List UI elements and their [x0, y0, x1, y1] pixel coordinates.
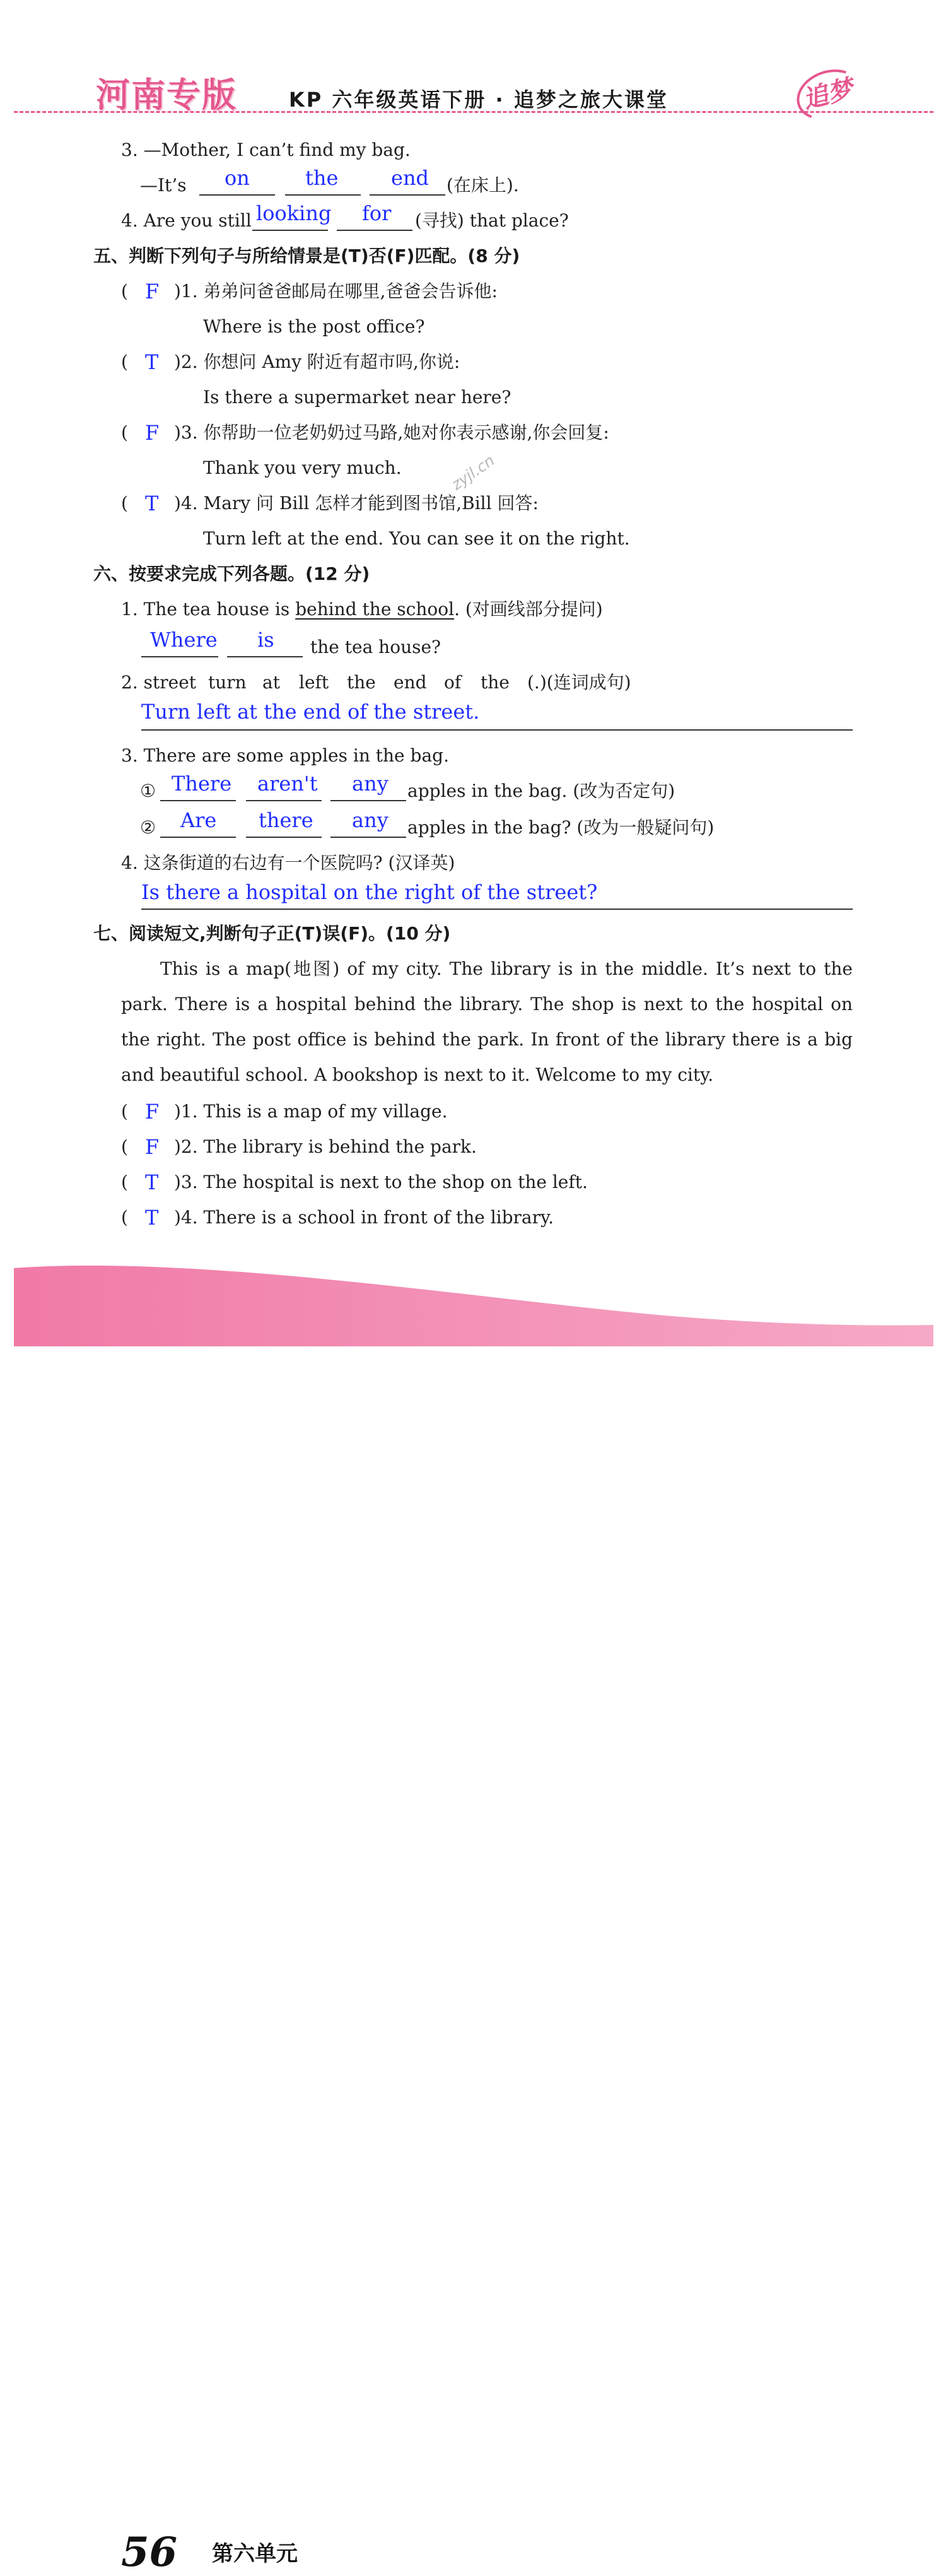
s5-prompt-2: )2. 你想问 Amy 附近有超市吗,你说:	[174, 351, 460, 372]
s6-q2-answer: Turn left at the end of the street.	[141, 700, 480, 724]
s6-q3-line: 3. There are some apples in the bag.	[121, 745, 449, 766]
s5-sentence-3: Thank you very much.	[203, 457, 402, 478]
s5-paren-open: (	[121, 351, 128, 372]
s6-q2-word: the	[481, 672, 510, 693]
logo: 追梦	[800, 74, 856, 115]
blank-line	[252, 230, 328, 231]
answer-line	[141, 729, 853, 731]
s6-q3b-answer-3: any	[352, 808, 388, 832]
s6-q2-word: the	[347, 672, 376, 693]
s7-answer-1: F	[145, 1100, 160, 1124]
s6-q4-line: 4. 这条街道的右边有一个医院吗? (汉译英)	[121, 852, 455, 873]
page-footer	[0, 1256, 946, 2576]
s7-paren-open: (	[121, 1207, 128, 1228]
section5-title: 五、判断下列句子与所给情景是(T)否(F)匹配。(8 分)	[93, 245, 520, 266]
s7-answer-3: T	[145, 1170, 159, 1194]
s7-paren-open: (	[121, 1101, 128, 1122]
s7-passage: This is a map(地图) of my city. The library is in the middle. It’s next to the park. There is a hospital behind the library. The shop is next to the hospital on the right. The post office is behind the park. In front of the library there is a big and beautiful school. A bookshop is next to it. Welcome to my city.	[121, 958, 853, 1085]
s6-q1-answer-2: is	[257, 628, 274, 652]
s6-q1-underlined: behind the school	[295, 599, 455, 620]
s5-answer-4: T	[145, 491, 159, 515]
blank-line	[246, 800, 322, 801]
section6-title: 六、按要求完成下列各题。(12 分)	[93, 563, 370, 584]
s5-paren-open: (	[121, 281, 128, 302]
s5-answer-3: F	[145, 421, 160, 445]
s6-q3b-answer-2: there	[259, 808, 313, 832]
s5-sentence-4: Turn left at the end. You can see it on the right.	[203, 528, 630, 549]
blank-line	[246, 837, 322, 838]
blank-line	[330, 837, 406, 838]
s6-q3b-answer-1: Are	[180, 808, 217, 832]
s7-answer-2: F	[145, 1135, 160, 1159]
s5-prompt-1: )1. 弟弟问爸爸邮局在哪里,爸爸会告诉他:	[174, 281, 498, 302]
s6-q3a-tail: apples in the bag. (改为否定句)	[407, 780, 675, 801]
s5-answer-1: F	[145, 279, 160, 303]
blank-line	[141, 656, 218, 657]
s4-q4-prefix: 4. Are you still	[121, 210, 252, 231]
s4-q3-answer-2: the	[305, 166, 339, 190]
answer-line	[141, 909, 853, 910]
s6-q3b-tail: apples in the bag? (改为一般疑问句)	[407, 817, 715, 838]
footer-band-shape	[0, 1256, 946, 1359]
s4-q3-answer-1: on	[225, 166, 250, 190]
s4-q4-suffix: (寻找) that place?	[415, 210, 569, 231]
s5-paren-open: (	[121, 422, 128, 443]
unit-label: 第六单元	[212, 2541, 298, 2567]
section7-title: 七、阅读短文,判断句子正(T)误(F)。(10 分)	[93, 923, 451, 944]
s6-q3a-answer-2: aren't	[257, 772, 318, 796]
blank-line	[227, 656, 303, 657]
s4-q3-answer-3: end	[391, 166, 429, 190]
s7-paren-open: (	[121, 1172, 128, 1192]
s5-paren-open: (	[121, 493, 128, 514]
brand-title: 河南专版	[96, 75, 237, 115]
s7-item-4: )4. There is a school in front of the library.	[174, 1207, 554, 1228]
s5-answer-2: T	[145, 350, 159, 374]
s6-q2-word: turn	[208, 672, 247, 693]
s6-q4-answer: Is there a hospital on the right of the street?	[141, 880, 598, 904]
blank-line	[160, 837, 236, 838]
page-header	[0, 0, 946, 126]
s6-q3b-marker: ②	[140, 817, 156, 838]
s4-q4-answer-1: looking	[256, 201, 332, 225]
s6-q3a-marker: ①	[140, 780, 156, 801]
s6-q1-line	[121, 598, 603, 621]
blank-line	[370, 194, 445, 196]
blank-line	[330, 800, 406, 801]
s6-q3a-answer-3: any	[352, 772, 388, 796]
s6-q1-suffix: . (对画线部分提问)	[454, 599, 603, 620]
s5-sentence-1: Where is the post office?	[203, 316, 425, 337]
s4-q3-line1: 3. —Mother, I can’t find my bag.	[121, 139, 411, 160]
s4-q3-hint: (在床上).	[447, 175, 519, 196]
header-divider	[14, 111, 933, 113]
s7-paren-open: (	[121, 1136, 128, 1157]
s6-q2-word: at	[262, 672, 280, 693]
s7-answer-4: T	[145, 1206, 159, 1230]
s4-q3-prefix: —It’s	[140, 175, 187, 196]
blank-line	[337, 230, 412, 231]
s5-prompt-4: )4. Mary 问 Bill 怎样才能到图书馆,Bill 回答:	[174, 493, 539, 514]
s6-q2-word: (.)(连词成句)	[527, 672, 631, 693]
s4-q4-answer-2: for	[362, 201, 392, 225]
s7-item-1: )1. This is a map of my village.	[174, 1101, 448, 1122]
s6-q2-word: end	[394, 672, 427, 693]
s5-prompt-3: )3. 你帮助一位老奶奶过马路,她对你表示感谢,你会回复:	[174, 422, 609, 443]
s6-q2-word: left	[299, 672, 329, 693]
s7-item-3: )3. The hospital is next to the shop on the left.	[174, 1172, 588, 1192]
watermark: zyjl.cn	[448, 451, 498, 494]
s5-sentence-2: Is there a supermarket near here?	[203, 387, 511, 408]
book-title: KP 六年级英语下册 · 追梦之旅大课堂	[289, 88, 669, 112]
blank-line	[285, 194, 361, 196]
page-number: 56	[121, 2529, 178, 2576]
s7-item-2: )2. The library is behind the park.	[174, 1136, 477, 1157]
blank-line	[199, 194, 275, 196]
s6-q2-word: 2. street	[121, 672, 197, 693]
blank-line	[160, 800, 236, 801]
s6-q1-prefix: 1. The tea house is	[121, 599, 296, 620]
s6-q1-answer-1: Where	[150, 628, 218, 652]
s6-q3a-answer-1: There	[172, 772, 232, 796]
s6-q1-tail: the tea house?	[310, 637, 441, 657]
s6-q2-word: of	[444, 672, 462, 693]
